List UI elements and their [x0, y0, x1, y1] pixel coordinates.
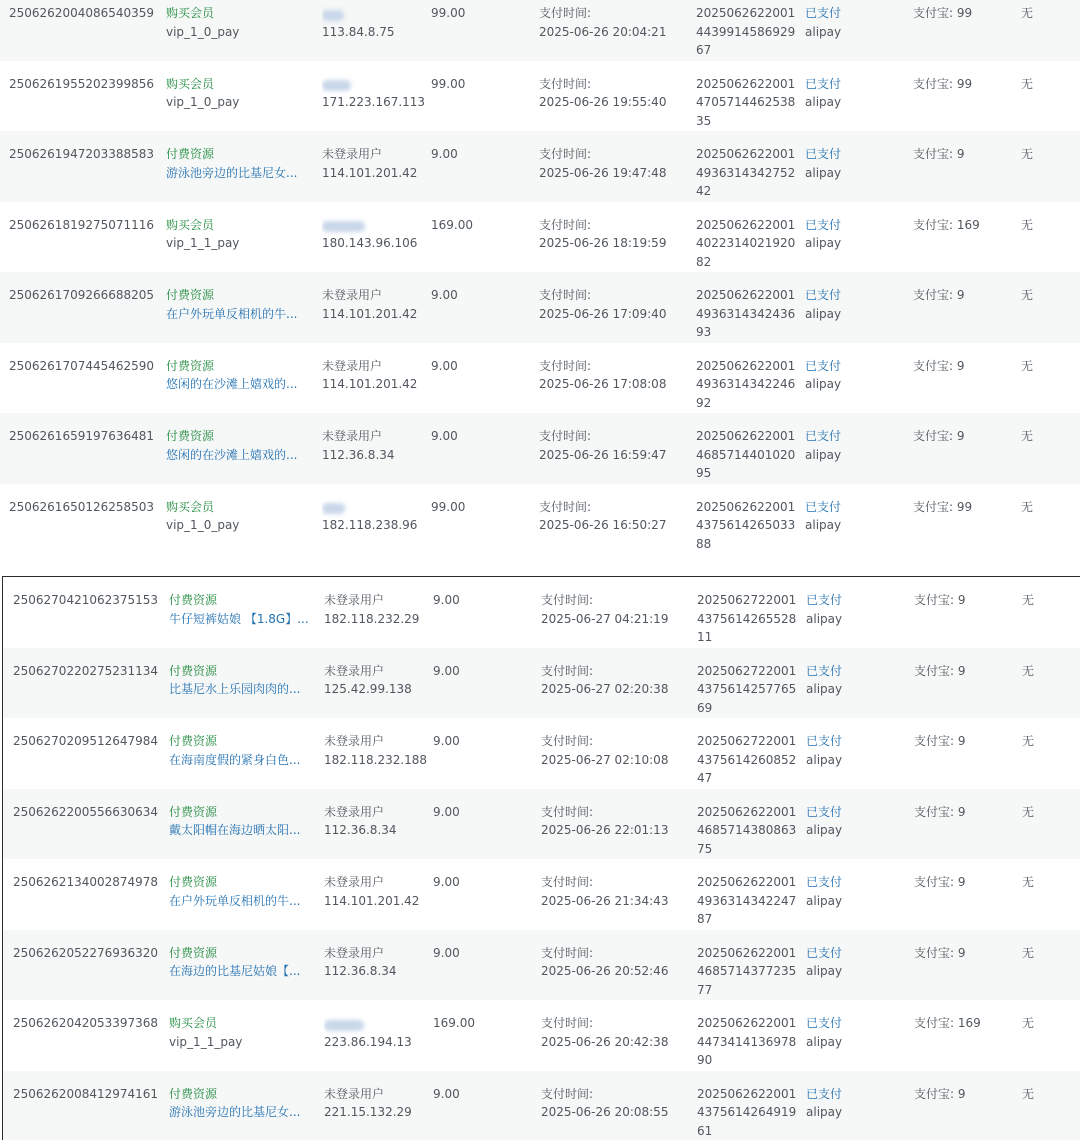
pay-time-cell: [539, 75, 689, 112]
user-ip: 113.84.8.75: [322, 23, 427, 42]
user-name[interactable]: 未登录用户: [324, 591, 429, 610]
trade-number: 2025062622001493631434243693: [696, 286, 796, 342]
table-row: [3, 577, 1080, 648]
masked-username: [322, 10, 344, 21]
product-link[interactable]: vip_1_1_pay: [166, 234, 306, 253]
product-link[interactable]: 在海南度假的紧身白色...: [169, 751, 309, 770]
payment-method: alipay: [806, 610, 906, 629]
order-type-label: 购买会员: [166, 498, 306, 517]
order-amount: 9.00: [433, 591, 523, 610]
status-badge[interactable]: 已支付: [806, 1014, 906, 1033]
order-type-cell: [169, 1014, 309, 1051]
alipay-amount: 支付宝: 99: [913, 498, 1013, 517]
status-cell: [805, 216, 905, 253]
order-amount: 9.00: [431, 286, 521, 305]
order-type-cell: [169, 732, 309, 769]
pay-time-label: 支付时间:: [541, 591, 691, 610]
payment-method: alipay: [806, 1103, 906, 1122]
order-type-cell: [166, 357, 306, 394]
pay-time-value: 2025-06-27 04:21:19: [541, 610, 691, 629]
pay-time-label: 支付时间:: [541, 1014, 691, 1033]
status-badge[interactable]: 已支付: [805, 4, 905, 23]
pay-time-label: 支付时间:: [539, 216, 689, 235]
masked-username: [324, 1020, 364, 1031]
product-link[interactable]: 在户外玩单反相机的牛...: [166, 305, 306, 324]
pay-time-value: 2025-06-26 19:47:48: [539, 164, 689, 183]
order-type-cell: [166, 75, 306, 112]
order-type-label: 购买会员: [166, 4, 306, 23]
product-link[interactable]: vip_1_0_pay: [166, 93, 306, 112]
order-amount: 9.00: [431, 427, 521, 446]
extra-info: 无: [1022, 662, 1062, 681]
pay-time-label: 支付时间:: [539, 145, 689, 164]
order-id: 2506262134002874978: [13, 873, 163, 892]
masked-username: [322, 80, 351, 91]
pay-time-value: 2025-06-26 16:59:47: [539, 446, 689, 465]
user-cell: [322, 357, 427, 394]
user-cell: [324, 591, 429, 628]
user-cell: [322, 498, 427, 535]
pay-time-value: 2025-06-27 02:20:38: [541, 680, 691, 699]
user-cell: [324, 1014, 429, 1051]
alipay-amount: 支付宝: 9: [913, 427, 1013, 446]
status-cell: [806, 1085, 906, 1122]
table-row: [3, 1000, 1080, 1071]
trade-number: 2025062622001470571446253835: [696, 75, 796, 131]
pay-time-cell: [541, 873, 691, 910]
order-amount: 9.00: [431, 145, 521, 164]
user-name[interactable]: [324, 1014, 429, 1033]
pay-time-cell: [539, 427, 689, 464]
order-type-label: 付费资源: [169, 873, 309, 892]
pay-time-value: 2025-06-26 21:34:43: [541, 892, 691, 911]
pay-time-value: 2025-06-26 16:50:27: [539, 516, 689, 535]
user-name[interactable]: [322, 75, 427, 94]
product-link[interactable]: vip_1_1_pay: [169, 1033, 309, 1052]
payment-method: alipay: [805, 234, 905, 253]
extra-info: 无: [1021, 145, 1061, 164]
order-type-cell: [166, 145, 306, 182]
alipay-amount: 支付宝: 9: [913, 357, 1013, 376]
status-cell: [806, 944, 906, 981]
extra-info: 无: [1021, 286, 1061, 305]
user-ip: 114.101.201.42: [322, 164, 427, 183]
payment-method: alipay: [806, 1033, 906, 1052]
user-ip: 223.86.194.13: [324, 1033, 429, 1052]
masked-username: [322, 221, 365, 232]
user-name[interactable]: 未登录用户: [324, 944, 429, 963]
pay-time-cell: [541, 1085, 691, 1122]
order-amount: 9.00: [433, 662, 523, 681]
trade-number: 2025062722001437561426085247: [697, 732, 797, 788]
order-amount: 9.00: [433, 803, 523, 822]
status-badge[interactable]: 已支付: [805, 286, 905, 305]
trade-number: 2025062622001437561426491961: [697, 1085, 797, 1140]
user-name[interactable]: 未登录用户: [324, 1085, 429, 1104]
product-link[interactable]: 游泳池旁边的比基尼女...: [169, 1103, 309, 1122]
status-cell: [806, 591, 906, 628]
extra-info: 无: [1022, 873, 1062, 892]
user-ip: 180.143.96.106: [322, 234, 427, 253]
pay-time-value: 2025-06-26 20:04:21: [539, 23, 689, 42]
status-badge[interactable]: 已支付: [805, 145, 905, 164]
user-ip: 112.36.8.34: [324, 962, 429, 981]
masked-username: [322, 503, 345, 514]
user-name[interactable]: [322, 4, 427, 23]
pay-time-value: 2025-06-26 19:55:40: [539, 93, 689, 112]
payment-method: alipay: [805, 164, 905, 183]
table-row: [0, 413, 1080, 484]
extra-info: 无: [1021, 4, 1061, 23]
status-cell: [806, 1014, 906, 1051]
product-link[interactable]: vip_1_0_pay: [166, 516, 306, 535]
order-id: 2506261947203388583: [9, 145, 159, 164]
pay-time-value: 2025-06-26 20:52:46: [541, 962, 691, 981]
product-link[interactable]: 牛仔短裤姑娘 【1.8G】...: [169, 610, 309, 629]
order-id: 2506261650126258503: [9, 498, 159, 517]
alipay-amount: 支付宝: 9: [914, 732, 1014, 751]
payment-method: alipay: [805, 305, 905, 324]
alipay-amount: 支付宝: 9: [913, 145, 1013, 164]
trade-number: 2025062622001493631434224692: [696, 357, 796, 413]
user-cell: [322, 145, 427, 182]
order-id: 2506262004086540359: [9, 4, 159, 23]
order-type-label: 付费资源: [166, 427, 306, 446]
order-type-label: 付费资源: [169, 662, 309, 681]
order-id: 2506270421062375153: [13, 591, 163, 610]
pay-time-label: 支付时间:: [539, 427, 689, 446]
order-type-cell: [166, 498, 306, 535]
pay-time-label: 支付时间:: [541, 732, 691, 751]
order-type-cell: [166, 286, 306, 323]
trade-number: 2025062622001493631434275242: [696, 145, 796, 201]
table-row: [0, 202, 1080, 273]
user-name[interactable]: 未登录用户: [322, 427, 427, 446]
pay-time-cell: [539, 145, 689, 182]
payment-method: alipay: [805, 375, 905, 394]
user-cell: [324, 873, 429, 910]
status-cell: [805, 145, 905, 182]
table-row: [0, 61, 1080, 132]
order-id: 2506262200556630634: [13, 803, 163, 822]
order-amount: 99.00: [431, 4, 521, 23]
user-ip: 112.36.8.34: [324, 821, 429, 840]
pay-time-cell: [541, 591, 691, 628]
pay-time-label: 支付时间:: [541, 1085, 691, 1104]
pay-time-cell: [541, 1014, 691, 1051]
order-amount: 9.00: [433, 732, 523, 751]
pay-time-cell: [539, 286, 689, 323]
order-type-label: 购买会员: [169, 1014, 309, 1033]
user-cell: [322, 4, 427, 41]
pay-time-value: 2025-06-26 22:01:13: [541, 821, 691, 840]
user-ip: 221.15.132.29: [324, 1103, 429, 1122]
trade-number: 2025062622001493631434224787: [697, 873, 797, 929]
user-ip: 114.101.201.42: [322, 375, 427, 394]
order-amount: 9.00: [433, 944, 523, 963]
order-type-cell: [169, 944, 309, 981]
user-cell: [324, 944, 429, 981]
extra-info: 无: [1021, 427, 1061, 446]
pay-time-cell: [541, 944, 691, 981]
pay-time-label: 支付时间:: [541, 662, 691, 681]
user-cell: [322, 427, 427, 464]
order-id: 2506261659197636481: [9, 427, 159, 446]
product-link[interactable]: 在海边的比基尼姑娘【...: [169, 962, 309, 981]
order-type-label: 付费资源: [169, 732, 309, 751]
pay-time-cell: [539, 498, 689, 535]
trade-number: 2025062622001443991458692967: [696, 4, 796, 60]
user-cell: [322, 216, 427, 253]
status-cell: [805, 427, 905, 464]
order-type-label: 付费资源: [166, 357, 306, 376]
status-badge[interactable]: 已支付: [806, 591, 906, 610]
trade-number: 2025062722001437561425776569: [697, 662, 797, 718]
trade-number: 2025062622001447341413697890: [697, 1014, 797, 1070]
extra-info: 无: [1022, 1085, 1062, 1104]
alipay-amount: 支付宝: 9: [913, 286, 1013, 305]
payment-method: alipay: [805, 516, 905, 535]
status-badge[interactable]: 已支付: [806, 873, 906, 892]
payment-method: alipay: [805, 93, 905, 112]
user-ip: 171.223.167.113: [322, 93, 427, 112]
extra-info: 无: [1022, 1014, 1062, 1033]
table-row: [3, 859, 1080, 930]
alipay-amount: 支付宝: 9: [914, 803, 1014, 822]
alipay-amount: 支付宝: 9: [914, 662, 1014, 681]
trade-number: 2025062722001437561426552811: [697, 591, 797, 647]
pay-time-label: 支付时间:: [541, 873, 691, 892]
extra-info: 无: [1022, 591, 1062, 610]
status-cell: [805, 357, 905, 394]
status-badge[interactable]: 已支付: [806, 662, 906, 681]
alipay-amount: 支付宝: 9: [914, 944, 1014, 963]
user-cell: [324, 1085, 429, 1122]
status-cell: [805, 498, 905, 535]
pay-time-value: 2025-06-27 02:10:08: [541, 751, 691, 770]
user-name[interactable]: 未登录用户: [322, 286, 427, 305]
product-link[interactable]: 在户外玩单反相机的牛...: [169, 892, 309, 911]
order-type-label: 付费资源: [169, 944, 309, 963]
pay-time-cell: [539, 357, 689, 394]
pay-time-cell: [541, 732, 691, 769]
extra-info: 无: [1021, 357, 1061, 376]
order-type-label: 付费资源: [166, 145, 306, 164]
status-cell: [805, 4, 905, 41]
order-type-cell: [169, 662, 309, 699]
alipay-amount: 支付宝: 9: [914, 591, 1014, 610]
table-row: [0, 484, 1080, 555]
order-id: 2506262042053397368: [13, 1014, 163, 1033]
order-type-label: 付费资源: [169, 1085, 309, 1104]
pay-time-label: 支付时间:: [541, 944, 691, 963]
user-name[interactable]: 未登录用户: [324, 662, 429, 681]
pay-time-label: 支付时间:: [539, 498, 689, 517]
alipay-amount: 支付宝: 169: [913, 216, 1013, 235]
user-ip: 114.101.201.42: [322, 305, 427, 324]
status-cell: [806, 873, 906, 910]
user-name[interactable]: 未登录用户: [322, 145, 427, 164]
user-ip: 182.118.238.96: [322, 516, 427, 535]
alipay-amount: 支付宝: 9: [914, 873, 1014, 892]
trade-number: 2025062622001468571437723577: [697, 944, 797, 1000]
user-cell: [324, 803, 429, 840]
payment-method: alipay: [806, 892, 906, 911]
order-type-cell: [169, 1085, 309, 1122]
user-cell: [324, 662, 429, 699]
order-type-cell: [166, 427, 306, 464]
extra-info: 无: [1021, 75, 1061, 94]
order-type-label: 付费资源: [169, 803, 309, 822]
status-badge[interactable]: 已支付: [806, 803, 906, 822]
pay-time-cell: [539, 216, 689, 253]
table-row: [3, 930, 1080, 1001]
order-id: 2506262008412974161: [13, 1085, 163, 1104]
order-type-label: 付费资源: [166, 286, 306, 305]
user-name[interactable]: 未登录用户: [324, 732, 429, 751]
table-row: [0, 343, 1080, 414]
product-link[interactable]: 悠闲的在沙滩上嬉戏的...: [166, 446, 306, 465]
trade-number: 2025062622001437561426503388: [696, 498, 796, 554]
payment-method: alipay: [805, 23, 905, 42]
order-amount: 9.00: [431, 357, 521, 376]
user-ip: 112.36.8.34: [322, 446, 427, 465]
alipay-amount: 支付宝: 99: [913, 4, 1013, 23]
order-type-cell: [169, 873, 309, 910]
product-link[interactable]: 游泳池旁边的比基尼女...: [166, 164, 306, 183]
order-amount: 99.00: [431, 498, 521, 517]
status-badge[interactable]: 已支付: [805, 357, 905, 376]
table-row: [0, 131, 1080, 202]
payment-method: alipay: [805, 446, 905, 465]
trade-number: 2025062622001402231402192082: [696, 216, 796, 272]
pay-time-label: 支付时间:: [539, 357, 689, 376]
trade-number: 2025062622001468571438086375: [697, 803, 797, 859]
order-id: 2506261707445462590: [9, 357, 159, 376]
pay-time-cell: [539, 4, 689, 41]
payment-method: alipay: [806, 751, 906, 770]
user-ip: 182.118.232.29: [324, 610, 429, 629]
extra-info: 无: [1022, 803, 1062, 822]
order-id: 2506261709266688205: [9, 286, 159, 305]
payment-method: alipay: [806, 821, 906, 840]
order-type-cell: [166, 4, 306, 41]
status-cell: [806, 803, 906, 840]
order-amount: 9.00: [433, 1085, 523, 1104]
order-amount: 9.00: [433, 873, 523, 892]
payment-method: alipay: [806, 962, 906, 981]
pay-time-value: 2025-06-26 17:09:40: [539, 305, 689, 324]
pay-time-label: 支付时间:: [539, 4, 689, 23]
status-cell: [806, 662, 906, 699]
extra-info: 无: [1021, 216, 1061, 235]
status-cell: [805, 286, 905, 323]
order-amount: 169.00: [431, 216, 521, 235]
pay-time-label: 支付时间:: [539, 286, 689, 305]
pay-time-value: 2025-06-26 20:08:55: [541, 1103, 691, 1122]
order-type-label: 购买会员: [166, 216, 306, 235]
table-row: [3, 789, 1080, 860]
product-link[interactable]: 比基尼水上乐园肉肉的...: [169, 680, 309, 699]
order-type-label: 购买会员: [166, 75, 306, 94]
status-badge[interactable]: 已支付: [805, 498, 905, 517]
order-id: 2506262052276936320: [13, 944, 163, 963]
order-type-cell: [169, 591, 309, 628]
status-badge[interactable]: 已支付: [806, 1085, 906, 1104]
pay-time-value: 2025-06-26 18:19:59: [539, 234, 689, 253]
order-id: 2506261955202399856: [9, 75, 159, 94]
alipay-amount: 支付宝: 9: [914, 1085, 1014, 1104]
product-link[interactable]: 戴太阳帽在海边晒太阳...: [169, 821, 309, 840]
user-cell: [322, 286, 427, 323]
user-name[interactable]: 未登录用户: [324, 873, 429, 892]
status-badge[interactable]: 已支付: [805, 216, 905, 235]
pay-time-cell: [541, 803, 691, 840]
table-row: [3, 718, 1080, 789]
alipay-amount: 支付宝: 99: [913, 75, 1013, 94]
order-type-cell: [169, 803, 309, 840]
order-amount: 169.00: [433, 1014, 523, 1033]
user-name[interactable]: 未登录用户: [322, 357, 427, 376]
order-amount: 99.00: [431, 75, 521, 94]
user-ip: 182.118.232.188: [324, 751, 429, 770]
user-name[interactable]: [322, 216, 427, 235]
order-id: 2506261819275071116: [9, 216, 159, 235]
extra-info: 无: [1022, 732, 1062, 751]
table-row: [3, 648, 1080, 719]
user-cell: [322, 75, 427, 112]
status-badge[interactable]: 已支付: [806, 732, 906, 751]
user-ip: 125.42.99.138: [324, 680, 429, 699]
pay-time-value: 2025-06-26 17:08:08: [539, 375, 689, 394]
alipay-amount: 支付宝: 169: [914, 1014, 1014, 1033]
user-name[interactable]: [322, 498, 427, 517]
product-link[interactable]: vip_1_0_pay: [166, 23, 306, 42]
extra-info: 无: [1021, 498, 1061, 517]
pay-time-label: 支付时间:: [539, 75, 689, 94]
extra-info: 无: [1022, 944, 1062, 963]
pay-time-cell: [541, 662, 691, 699]
orders-table-bottom: [2, 576, 1080, 1140]
order-id: 2506270220275231134: [13, 662, 163, 681]
pay-time-value: 2025-06-26 20:42:38: [541, 1033, 691, 1052]
table-row: [3, 1071, 1080, 1140]
pay-time-label: 支付时间:: [541, 803, 691, 822]
trade-number: 2025062622001468571440102095: [696, 427, 796, 483]
order-type-cell: [166, 216, 306, 253]
table-row: [0, 0, 1080, 61]
user-cell: [324, 732, 429, 769]
status-badge[interactable]: 已支付: [806, 944, 906, 963]
status-badge[interactable]: 已支付: [805, 427, 905, 446]
product-link[interactable]: 悠闲的在沙滩上嬉戏的...: [166, 375, 306, 394]
table-row: [0, 272, 1080, 343]
order-type-label: 付费资源: [169, 591, 309, 610]
status-cell: [806, 732, 906, 769]
payment-method: alipay: [806, 680, 906, 699]
order-id: 2506270209512647984: [13, 732, 163, 751]
user-name[interactable]: 未登录用户: [324, 803, 429, 822]
status-badge[interactable]: 已支付: [805, 75, 905, 94]
status-cell: [805, 75, 905, 112]
user-ip: 114.101.201.42: [324, 892, 429, 911]
